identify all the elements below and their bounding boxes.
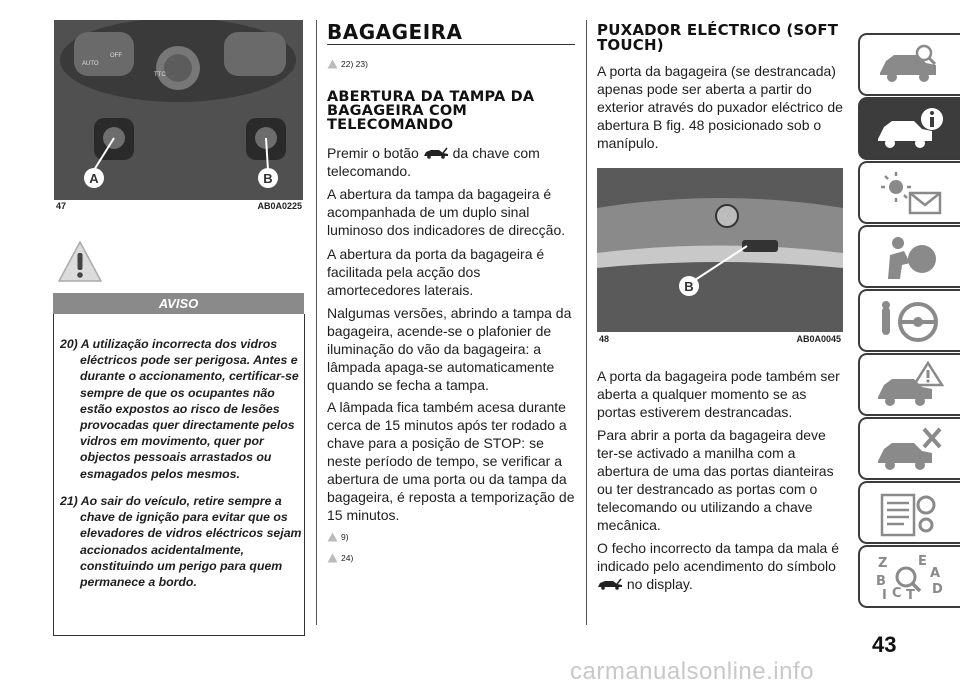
column-separator — [316, 20, 317, 625]
warning-box — [53, 314, 305, 636]
figure-48-number: 48 — [599, 334, 610, 344]
figure-47-caption — [56, 201, 302, 211]
car-emergency-icon — [874, 361, 946, 411]
paragraph-puxador-electrico: A porta da bagageira (se destrancada) apenas pode ser aberta a partir do exterior através do puxador eléctrico de abertura B fig. 48 posicionado sob o manípulo. — [597, 63, 843, 151]
trunk-open-car-icon — [423, 147, 449, 159]
index-letter: E — [918, 554, 927, 569]
figure-47-number: 47 — [56, 201, 67, 211]
warning-item-number: 21) — [60, 494, 78, 508]
index-letter: I — [882, 588, 887, 603]
tailgate-handle-illustration — [597, 168, 843, 332]
fig48-label-b: B — [684, 279, 694, 294]
tab-maintenance[interactable] — [858, 417, 960, 480]
steering-wheel-icon — [874, 297, 946, 347]
warning-ref-9: 9) — [327, 532, 349, 542]
small-warning-triangle-icon — [327, 553, 338, 563]
tab-safety[interactable] — [858, 225, 960, 288]
panel-label-auto: AUTO — [82, 61, 99, 67]
panel-label-off: OFF — [110, 53, 122, 59]
warning-lights-icon — [874, 169, 946, 219]
figure-47-dashboard-photo — [54, 20, 303, 215]
small-warning-triangle-icon — [327, 532, 338, 542]
paragraph-aberta-qualquer-momento: A porta da bagageira pode também ser aberta a qualquer momento se as portas estiverem destrancadas. — [597, 368, 840, 420]
warning-item-20 — [60, 336, 302, 482]
figure-48-caption — [599, 334, 841, 344]
tab-index[interactable] — [858, 545, 960, 608]
airbag-safety-icon — [874, 233, 946, 283]
paragraph-para-abrir: Para abrir a porta da bagageira deve ter-se activado a manilha com a abertura de uma das portas dianteiras ou ter destrancado as portas com o telecomando ou utilizando a chave mecânica. — [597, 427, 834, 533]
tab-warning-lights[interactable] — [858, 161, 960, 224]
index-letter: B — [876, 574, 886, 589]
fig47-label-a: A — [89, 171, 99, 186]
paragraph-plafonier: Nalgumas versões, abrindo a tampa da bagageira, acende-se o plafonier de iluminação do vão da bagageira: a lâmpada apaga-se automaticamente quando se fecha a tampa. — [327, 305, 572, 393]
small-warning-triangle-icon — [327, 59, 338, 69]
paragraph-lampada: A lâmpada fica também acesa durante cerca de 15 minutos após ter rodado a chave para a posição de STOP: se neste período de tempo, se verificar a abertura de uma porta ou da tampa da bagageira, é reposta a temporização de 15 minutos. — [327, 399, 575, 523]
car-search-icon — [874, 41, 946, 91]
watermark: carmanualsonline.info — [570, 658, 814, 685]
tab-starting-driving[interactable] — [858, 289, 960, 352]
dashboard-buttons-illustration — [54, 20, 303, 200]
index-letter: T — [906, 588, 915, 603]
paragraph-premir-botao: Premir o botão da chave com telecomando. — [327, 145, 540, 179]
warning-item-21 — [60, 493, 302, 590]
paragraph-amortecedores: A abertura da porta da bagageira é facilitada pela acção dos amortecedores laterais. — [327, 246, 545, 298]
panel-label-ttc: TTC — [154, 72, 166, 78]
index-letter: D — [932, 582, 943, 597]
section-title-puxador: PUXADOR ELÉCTRICO (SOFT TOUCH) — [597, 21, 839, 54]
paragraph-sinal-luminoso: A abertura da tampa da bagageira é acompanhada de um duplo sinal luminoso dos indicadores de direcção. — [327, 186, 566, 238]
warning-item-text: Ao sair do veículo, retire sempre a chave de ignição para evitar que os elevadores de vidros eléctricos sejam accionados acidentalmente, constituindo um perigo para quem permanece a bordo. — [80, 494, 302, 590]
warning-item-number: 20) — [60, 337, 78, 351]
trunk-open-car-icon — [597, 578, 623, 590]
fig47-label-b: B — [263, 171, 273, 186]
tab-knowing-car[interactable] — [858, 33, 960, 96]
section-title-bagageira: BAGAGEIRA — [327, 20, 463, 44]
figure-47-code: AB0A0225 — [257, 201, 302, 211]
figure-48-tailgate-photo — [597, 168, 843, 347]
technical-data-icon — [874, 489, 946, 539]
index-letter: A — [930, 566, 941, 581]
tab-emergency[interactable] — [858, 353, 960, 416]
index-letters-icon — [874, 553, 946, 603]
warning-ref-22-23: 22) 23) — [327, 59, 368, 69]
warning-item-text: A utilização incorrecta dos vidros eléctricos pode ser perigosa. Antes e durante o accionamento, certificar-se sempre de que os ocupantes não estão expostos ao risco de lesões provocadas quer directamente pelos vidros em movimento, quer por objectos pessoais arrastados ou esmagados pelos mesmos. — [80, 337, 299, 481]
column-separator — [586, 20, 587, 625]
tab-car-info[interactable] — [858, 97, 960, 160]
car-info-icon — [874, 105, 946, 155]
index-letter: Z — [878, 556, 888, 571]
warning-triangle-icon — [57, 240, 103, 284]
page-number: 43 — [872, 632, 897, 657]
warning-header: AVISO — [53, 293, 304, 314]
warning-ref-24: 24) — [327, 553, 353, 563]
paragraph-fecho-incorrecto: O fecho incorrecto da tampa da mala é indicado pelo acendimento do símbolo no display. — [597, 540, 840, 592]
tab-technical-data[interactable] — [858, 481, 960, 544]
subtitle-abertura-telecomando: ABERTURA DA TAMPA DA BAGAGEIRA COM TELECOMANDO — [327, 89, 535, 133]
car-maintenance-icon — [874, 425, 946, 475]
title-underline — [327, 44, 575, 45]
index-letter: C — [892, 586, 902, 601]
figure-48-code: AB0A0045 — [796, 334, 841, 344]
